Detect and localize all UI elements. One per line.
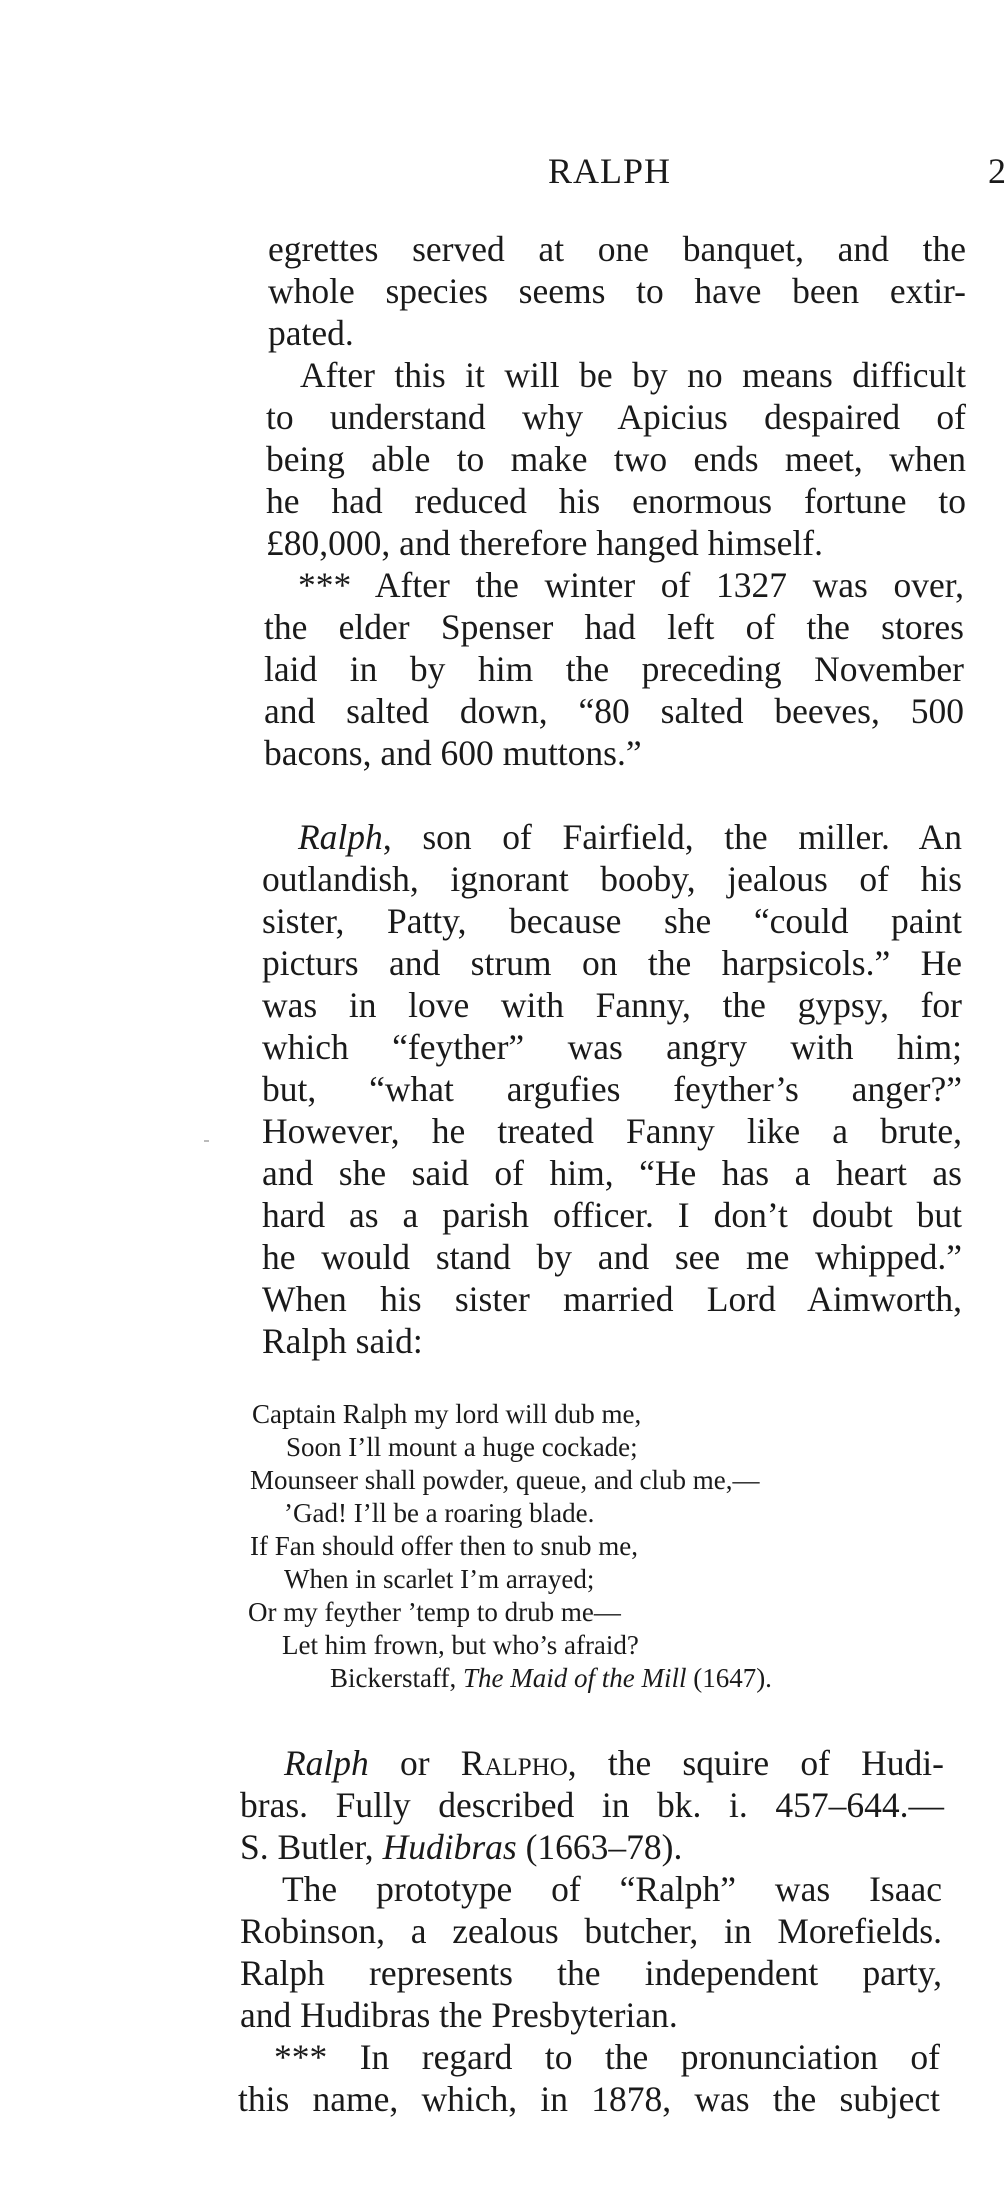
text-line: egrettes served at one banquet, and the bbox=[268, 229, 966, 269]
text-line: bras. Fully described in bk. i. 457–644.— bbox=[240, 1785, 944, 1825]
verse-line: Captain Ralph my lord will dub me, bbox=[252, 1399, 642, 1429]
text-line: Ralph, son of Fairfield, the miller. An bbox=[298, 817, 962, 857]
text-line: whole species seems to have been extir- bbox=[268, 271, 966, 311]
text-line: was in love with Fanny, the gypsy, for bbox=[262, 985, 962, 1025]
text-line: and Hudibras the Presbyterian. bbox=[240, 1995, 678, 2035]
verse-attribution: Bickerstaff, The Maid of the Mill (1647). bbox=[330, 1663, 772, 1693]
text-line: sister, Patty, because she “could paint bbox=[262, 901, 962, 941]
text-line: the elder Spenser had left of the stores bbox=[264, 607, 964, 647]
text-line: but, “what argufies feyther’s anger?” bbox=[262, 1069, 962, 1109]
text-line: he would stand by and see me whipped.” bbox=[262, 1237, 962, 1277]
text-line: S. Butler, Hudibras (1663–78). bbox=[240, 1827, 683, 1867]
text-line: to understand why Apicius despaired of bbox=[266, 397, 966, 437]
text-line: outlandish, ignorant booby, jealous of his bbox=[262, 859, 962, 899]
text-line: bacons, and 600 muttons.” bbox=[264, 733, 642, 773]
text-line: hard as a parish officer. I don’t doubt but bbox=[262, 1195, 962, 1235]
verse-line: Mounseer shall powder, queue, and club me,— bbox=[250, 1465, 760, 1495]
stray-mark bbox=[204, 1140, 209, 1142]
text-line: After this it will be by no means difficult bbox=[300, 355, 966, 395]
text-line: this name, which, in 1878, was the subject bbox=[238, 2079, 940, 2119]
text-line: and she said of him, “He has a heart as bbox=[262, 1153, 962, 1193]
verse-line: Soon I’ll mount a huge cockade; bbox=[286, 1432, 638, 1462]
text-line: pated. bbox=[268, 313, 354, 353]
verse-line: ’Gad! I’ll be a roaring blade. bbox=[284, 1498, 595, 1528]
text-line: being able to make two ends meet, when bbox=[266, 439, 966, 479]
text-line: Ralph represents the independent party, bbox=[240, 1953, 942, 1993]
text-line: £80,000, and therefore hanged himself. bbox=[266, 523, 823, 563]
text-line: *** In regard to the pronunciation of bbox=[274, 2037, 940, 2077]
text-line: Ralph or Ralpho, the squire of Hudi- bbox=[284, 1743, 944, 1783]
text-line: However, he treated Fanny like a brute, bbox=[262, 1111, 962, 1151]
work-title: Hudibras bbox=[382, 1827, 517, 1867]
text-line: *** After the winter of 1327 was over, bbox=[298, 565, 964, 605]
verse-line: If Fan should offer then to snub me, bbox=[250, 1531, 638, 1561]
text-line: he had reduced his enormous fortune to bbox=[266, 481, 966, 521]
headword: Ralph bbox=[284, 1743, 369, 1783]
text-line: picturs and strum on the harpsicols.” He bbox=[262, 943, 962, 983]
running-head: RALPH bbox=[548, 151, 672, 191]
verse-line: Let him frown, but who’s afraid? bbox=[282, 1630, 639, 1660]
text-line: Ralph said: bbox=[262, 1321, 423, 1361]
text-line: laid in by him the preceding November bbox=[264, 649, 964, 689]
text-line: and salted down, “80 salted beeves, 500 bbox=[264, 691, 964, 731]
page-header bbox=[0, 150, 1006, 200]
attribution-title: The Maid of the Mill bbox=[462, 1663, 687, 1693]
text-line: When his sister married Lord Aimworth, bbox=[262, 1279, 962, 1319]
page-number: 2 bbox=[988, 151, 1006, 191]
headword: Ralph bbox=[298, 817, 383, 857]
headword-variant: Ralpho bbox=[460, 1743, 568, 1783]
text-line: Robinson, a zealous butcher, in Morefields. bbox=[240, 1911, 942, 1951]
text-line: The prototype of “Ralph” was Isaac bbox=[282, 1869, 942, 1909]
verse-line: Or my feyther ’temp to drub me— bbox=[248, 1597, 621, 1627]
verse-line: When in scarlet I’m arrayed; bbox=[284, 1564, 595, 1594]
text-line: which “feyther” was angry with him; bbox=[262, 1027, 962, 1067]
